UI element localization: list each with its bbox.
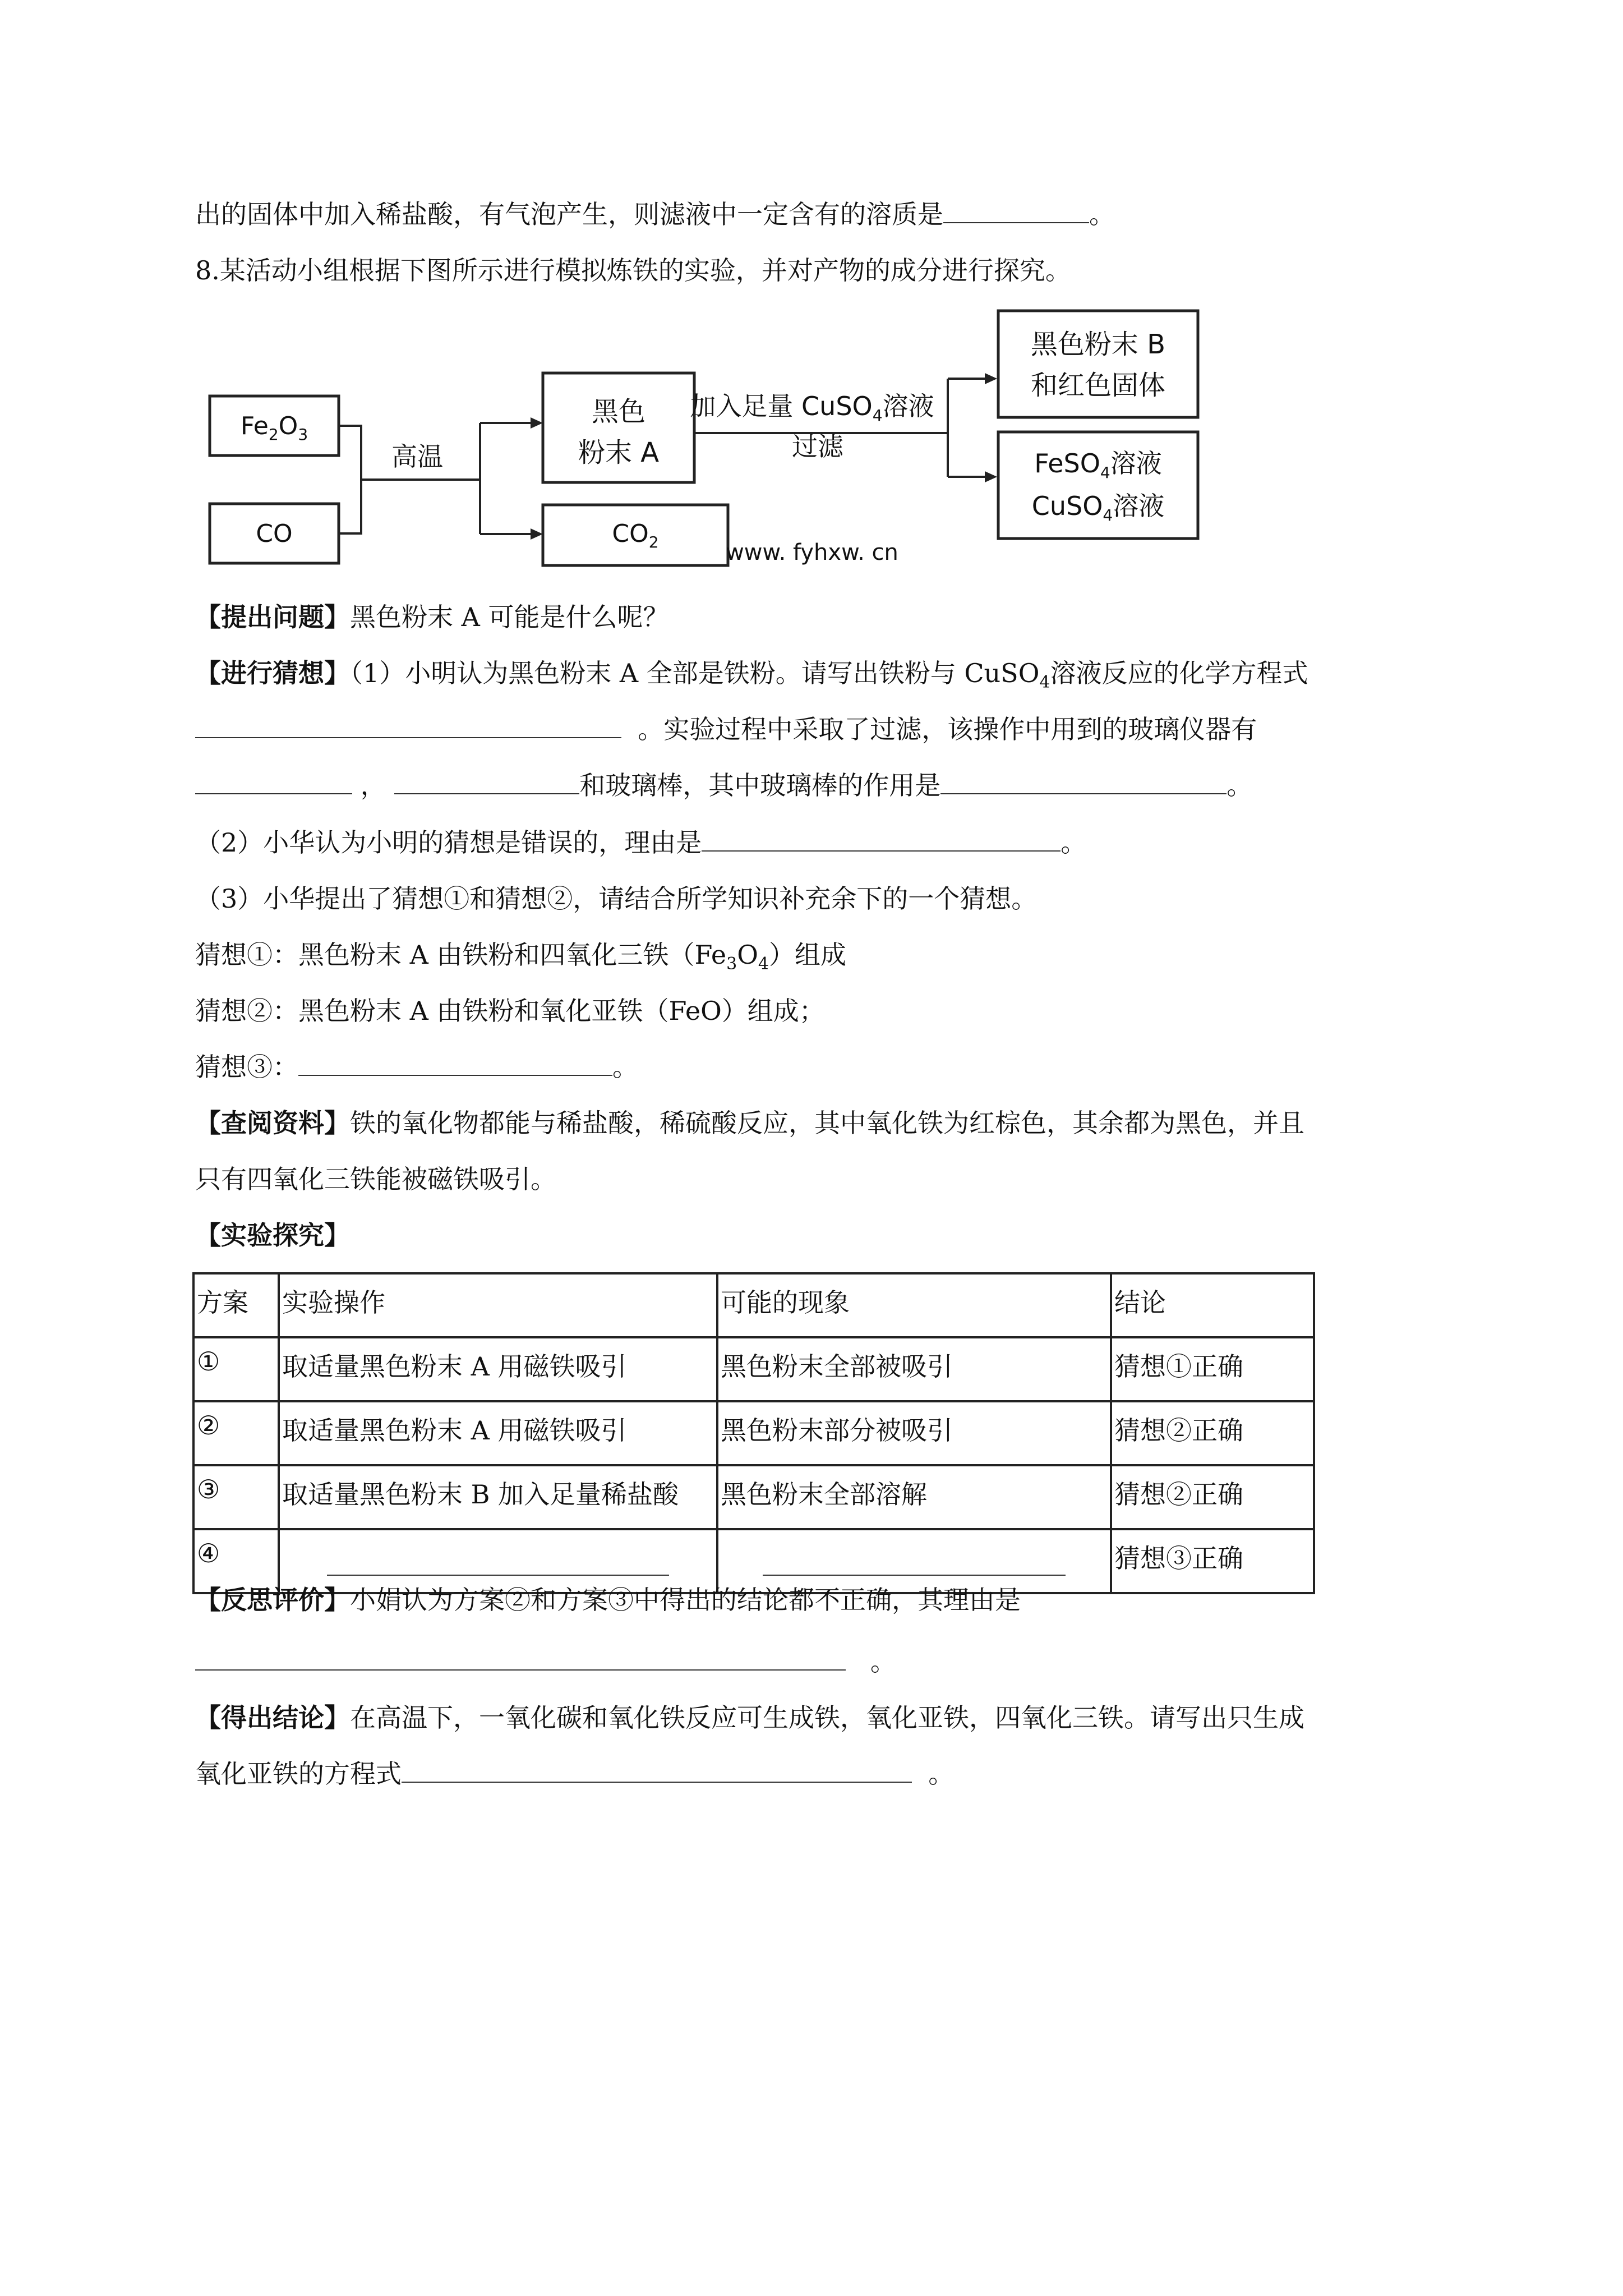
reflection-line2: 。 [195, 1644, 896, 1680]
reason-blank[interactable] [702, 825, 1061, 852]
ironmaking-flow-diagram [195, 303, 1216, 572]
arrow-to-co2 [531, 528, 543, 540]
high-temp-label: 高温 [391, 441, 443, 472]
answer-blank[interactable] [943, 196, 1089, 223]
add-cuso4-label: 加入足量 CuSO$_4$溶液 [690, 391, 934, 425]
feo-equation-blank[interactable] [402, 1756, 912, 1783]
guess-3: （3）小华提出了猜想①和猜想②，请结合所学知识补充余下的一个猜想。 [195, 884, 1038, 914]
guess-1-line3: ， 和玻璃棒，其中玻璃棒的作用是 。 [195, 767, 1252, 803]
result2-line2: CuSO$_4$溶液 [1031, 491, 1165, 524]
glassware-blank-1[interactable] [195, 767, 352, 794]
q7-text: 出的固体中加入稀盐酸，有气泡产生，则滤液中一定含有的溶质是 [195, 199, 943, 229]
result1-line2: 和红色固体 [1030, 370, 1166, 401]
powder-a-line2: 粉末 A [578, 437, 660, 468]
guess-1-line2: 。实验过程中采取了过滤，该操作中用到的玻璃仪器有 [195, 711, 1257, 747]
question-7-tail: 出的固体中加入稀盐酸，有气泡产生，则滤液中一定含有的溶质是 。 [195, 196, 1115, 232]
table-row: ④ 猜想③正确 [193, 1529, 1314, 1593]
reflection-blank[interactable] [195, 1644, 846, 1671]
filter-label: 过滤 [792, 431, 843, 462]
glassware-blank-2[interactable] [394, 767, 579, 794]
reference-info: 【查阅资料】铁的氧化物都能与稀盐酸，稀硫酸反应，其中氧化铁为红棕色，其余都为黑色，并且 [195, 1108, 1304, 1138]
experiment-table [192, 1272, 1315, 1594]
operation-blank[interactable] [327, 1549, 669, 1576]
table-row: ① 取适量黑色粉末 A 用磁铁吸引 黑色粉末全部被吸引 猜想①正确 [193, 1337, 1314, 1401]
table-header-row [193, 1273, 1314, 1337]
header-conclusion: 结论 [1111, 1273, 1314, 1337]
question-8-intro: 8.某活动小组根据下图所示进行模拟炼铁的实验，并对产物的成分进行探究。 [195, 255, 1071, 286]
phenomenon-blank[interactable] [763, 1549, 1066, 1576]
ask-problem: 【提出问题】黑色粉末 A 可能是什么呢？ [195, 602, 669, 632]
result1-line1: 黑色粉末 B [1030, 329, 1166, 360]
watermark-text: www. fyhxw. cn [726, 540, 898, 565]
guess-1: 【进行猜想】（1）小明认为黑色粉末 A 全部是铁粉。请写出铁粉与 CuSO$_4$溶液反应的化学方程式 [195, 658, 1308, 693]
table-row: ② 取适量黑色粉末 A 用磁铁吸引 黑色粉末部分被吸引 猜想②正确 [193, 1401, 1314, 1465]
arrow-to-result2 [985, 471, 997, 482]
header-operation: 实验操作 [279, 1273, 717, 1337]
header-phenomenon: 可能的现象 [717, 1273, 1111, 1337]
merge-bracket [339, 426, 361, 533]
reference-info-line2: 只有四氧化三铁能被磁铁吸引。 [195, 1164, 556, 1194]
header-plan: 方案 [193, 1273, 279, 1337]
fe2o3-label: $Fe_2O_3$ [240, 412, 308, 444]
powder-a-line1: 黑色 [591, 396, 646, 427]
hypothesis-3-blank[interactable] [298, 1049, 612, 1076]
arrow-to-result1 [985, 373, 997, 384]
co2-label: $CO_2$ [612, 519, 659, 551]
co-label: CO [256, 519, 293, 548]
arrow-to-powder-a [531, 417, 543, 429]
experiment-label: 【实验探究】 [195, 1220, 350, 1250]
hypothesis-3: 猜想③： 。 [195, 1049, 638, 1085]
conclusion: 【得出结论】在高温下，一氧化碳和氧化铁反应可生成铁，氧化亚铁，四氧化三铁。请写出只生成 [195, 1703, 1304, 1733]
table-row: ③ 取适量黑色粉末 B 加入足量稀盐酸 黑色粉末全部溶解 猜想②正确 [193, 1465, 1314, 1529]
hypothesis-2: 猜想②：黑色粉末 A 由铁粉和氧化亚铁（FeO）组成； [195, 996, 825, 1026]
reflection: 【反思评价】小娟认为方案②和方案③中得出的结论都不正确，其理由是 [195, 1585, 1021, 1615]
result2-line1: FeSO$_4$溶液 [1034, 448, 1162, 482]
hypothesis-1: 猜想①：黑色粉末 A 由铁粉和四氧化三铁$(Fe_3O_4)$组成 [195, 940, 846, 974]
equation-blank[interactable] [195, 711, 621, 738]
result-solid-box [998, 311, 1198, 417]
conclusion-line2: 氧化亚铁的方程式 。 [195, 1756, 954, 1792]
glass-rod-role-blank[interactable] [940, 767, 1227, 794]
guess-2: （2）小华认为小明的猜想是错误的，理由是 。 [195, 825, 1086, 861]
